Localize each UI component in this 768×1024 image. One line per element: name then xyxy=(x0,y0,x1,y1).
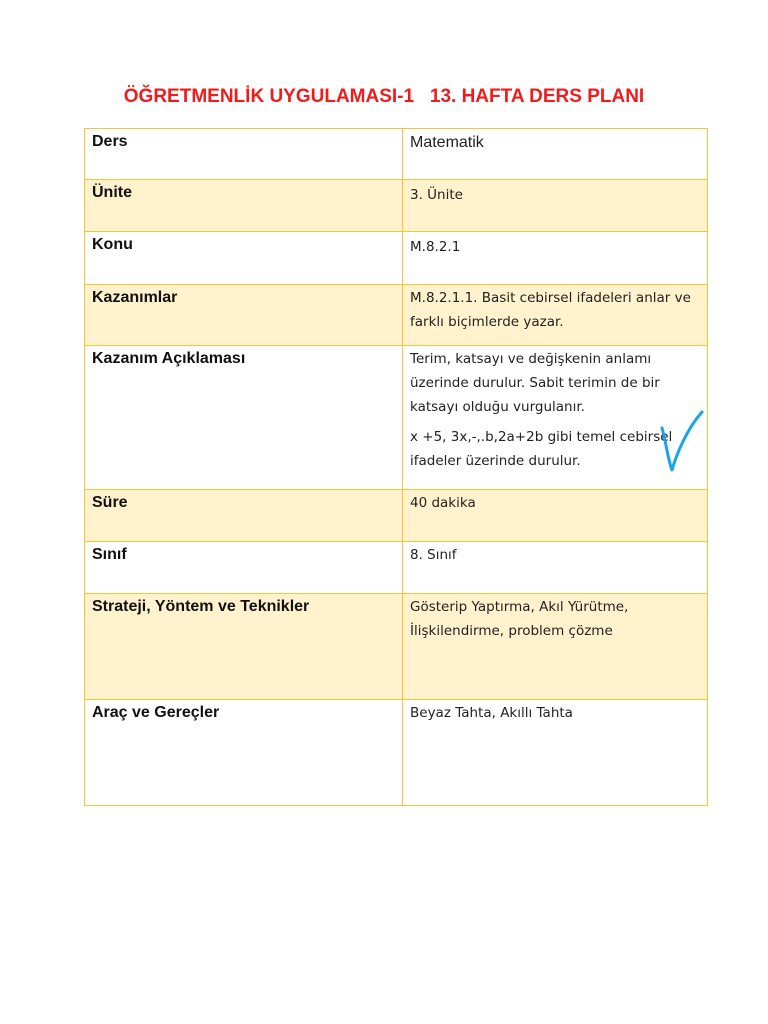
row-label-sinif: Sınıf xyxy=(92,546,127,563)
row-value-kazanim-aciklamasi xyxy=(410,347,699,473)
row-value-arac-gerecler: Beyaz Tahta, Akıllı Tahta xyxy=(410,705,573,721)
table-row xyxy=(85,594,708,700)
row-value-kazanimlar: M.8.2.1.1. Basit cebirsel ifadeleri anlar ve farklı biçimlerde yazar. xyxy=(410,290,691,330)
row-label-kazanim-aciklamasi: Kazanım Açıklaması xyxy=(92,350,246,367)
table-row xyxy=(85,232,708,285)
row-label-ders: Ders xyxy=(92,133,128,150)
row-value-sinif: 8. Sınıf xyxy=(410,547,457,563)
table-row xyxy=(85,490,708,542)
table-row xyxy=(85,700,708,806)
row-label-strateji: Strateji, Yöntem ve Teknikler xyxy=(92,598,310,615)
row-value-konu: M.8.2.1 xyxy=(410,239,461,255)
table-row xyxy=(85,346,708,490)
row-label-konu: Konu xyxy=(92,236,133,253)
explanation-paragraph-2: x +5, 3x,-,.b,2a+2b gibi temel cebirsel ifadeler üzerinde durulur. xyxy=(410,429,673,469)
handwritten-checkmark-icon xyxy=(658,408,708,476)
table-row xyxy=(85,285,708,346)
table-row xyxy=(85,542,708,594)
table-row xyxy=(85,180,708,232)
row-value-strateji: Gösterip Yaptırma, Akıl Yürütme, İlişkilendirme, problem çözme xyxy=(410,599,629,639)
row-label-unite: Ünite xyxy=(92,184,132,201)
row-label-kazanimlar: Kazanımlar xyxy=(92,289,178,306)
explanation-paragraph-1: Terim, katsayı ve değişkenin anlamı üzerinde durulur. Sabit terimin de bir katsayı olduğu vurgulanır. xyxy=(410,351,660,415)
row-value-ders: Matematik xyxy=(410,134,484,151)
table-row xyxy=(85,129,708,180)
document-title: ÖĞRETMENLİK UYGULAMASI-1 13. HAFTA DERS PLANI xyxy=(123,86,645,107)
row-value-sure: 40 dakika xyxy=(410,495,476,511)
row-value-unite: 3. Ünite xyxy=(410,187,463,203)
lesson-plan-table xyxy=(84,128,708,806)
row-label-arac-gerecler: Araç ve Gereçler xyxy=(92,704,220,721)
row-label-sure: Süre xyxy=(92,494,128,511)
